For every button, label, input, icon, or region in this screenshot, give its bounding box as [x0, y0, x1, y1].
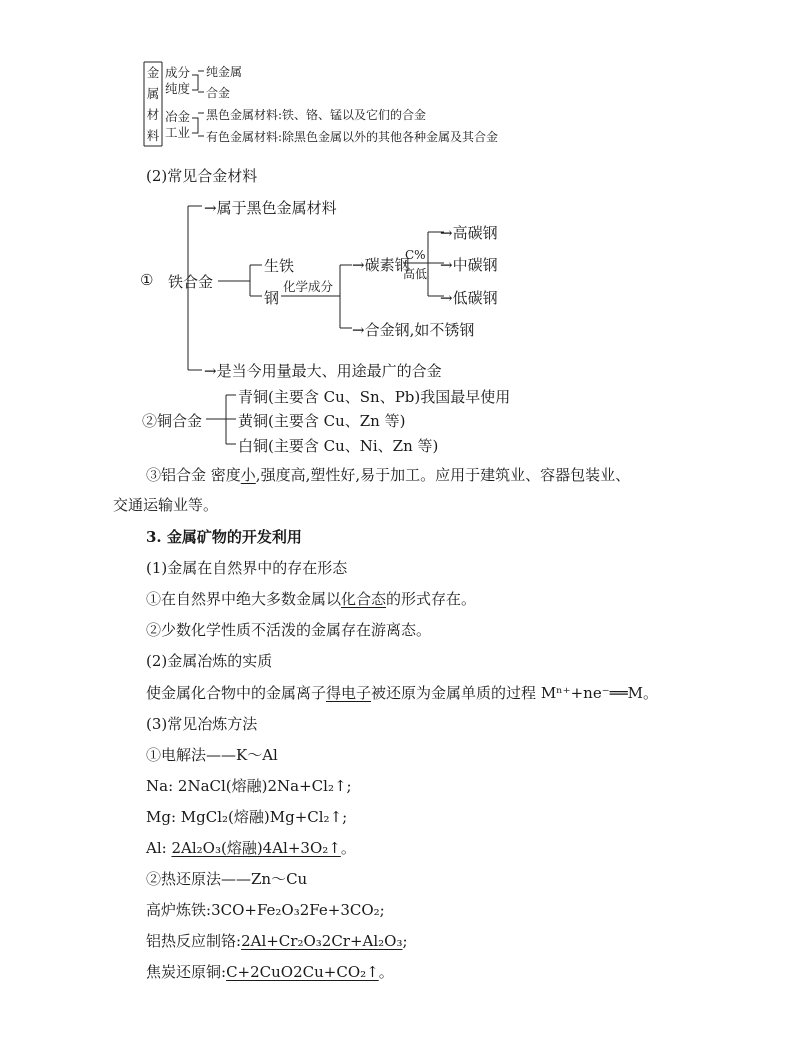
section-3-2-text: 使金属化合物中的金属离子得电子被还原为金属单质的过程 Mⁿ⁺+ne⁻══M。 [146, 684, 659, 702]
pure-metal-item: 纯金属 [206, 65, 243, 79]
iron-bottom-note: →是当今用量最大、用途最广的合金 [204, 362, 442, 380]
iron-top-note: →属于黑色金属材料 [204, 199, 337, 217]
section-3-heading: 3. 金属矿物的开发利用 [146, 528, 302, 546]
pig-iron: 生铁 [264, 257, 295, 275]
alloy-item: 合金 [206, 86, 231, 100]
carbon-percent: C% [405, 248, 426, 262]
steel: 钢 [264, 289, 280, 307]
sodium-equation: Na: 2NaCl(熔融)2Na+Cl₂↑; [146, 777, 352, 795]
nonferrous-metal-item: 有色金属材料:除黑色金属以外的其他各种金属及其合金 [206, 130, 499, 144]
electrolysis-method: ①电解法——K～Al [146, 746, 278, 764]
aluminum-equation: Al: 2Al₂O₃(熔融)4Al+3O₂↑。 [146, 839, 356, 857]
aluminum-alloy-line-1: ③铝合金 密度小,强度高,塑性好,易于加工。应用于建筑业、容器包装业、 [146, 466, 631, 484]
brass-item: 黄铜(主要含 Cu、Zn 等) [238, 412, 406, 430]
low-carbon-steel: →低碳钢 [440, 289, 498, 307]
purity-label: 成分 纯度 [165, 65, 191, 96]
section-3-3: (3)常见冶炼方法 [146, 715, 258, 733]
ferrous-metal-item: 黑色金属材料:铁、铬、锰以及它们的合金 [206, 108, 427, 122]
section-3-2: (2)金属冶炼的实质 [146, 652, 273, 670]
coke-equation: 焦炭还原铜:C+2CuO2Cu+CO₂↑。 [146, 963, 394, 981]
metallurgy-label: 冶金 工业 [165, 109, 191, 140]
aluminum-alloy-line-2: 交通运输业等。 [113, 496, 219, 514]
high-low: 高低 [403, 267, 428, 281]
iron-alloy-marker: ① [140, 271, 154, 289]
iron-alloy-label: 铁合金 [168, 273, 214, 291]
cupronickel-item: 白铜(主要含 Cu、Ni、Zn 等) [238, 437, 439, 455]
section-3-1: (1)金属在自然界中的存在形态 [146, 559, 348, 577]
medium-carbon-steel: →中碳钢 [440, 256, 498, 274]
high-carbon-steel: →高碳钢 [440, 224, 498, 242]
magnesium-equation: Mg: MgCl₂(熔融)Mg+Cl₂↑; [146, 808, 348, 826]
section-3-1-a: ①在自然界中绝大多数金属以化合态的形式存在。 [146, 590, 477, 608]
blast-furnace-equation: 高炉炼铁:3CO+Fe₂O₃2Fe+3CO₂; [146, 901, 385, 919]
bronze-item: 青铜(主要含 Cu、Sn、Pb)我国最早使用 [238, 388, 511, 406]
metal-materials-vertical-label: 金 属 材 料 [146, 65, 160, 143]
carbon-steel: →碳素钢 [352, 256, 410, 274]
steel-by-composition: 化学成分 [283, 279, 334, 294]
section-2-heading: (2)常见合金材料 [146, 167, 258, 185]
thermite-equation: 铝热反应制铬:2Al+Cr₂O₃2Cr+Al₂O₃; [146, 932, 408, 950]
alloy-steel: →合金钢,如不锈钢 [352, 321, 475, 339]
thermal-reduction-method: ②热还原法——Zn～Cu [146, 870, 308, 888]
section-3-1-b: ②少数化学性质不活泼的金属存在游离态。 [146, 621, 432, 639]
copper-alloy-label: ②铜合金 [142, 412, 203, 430]
